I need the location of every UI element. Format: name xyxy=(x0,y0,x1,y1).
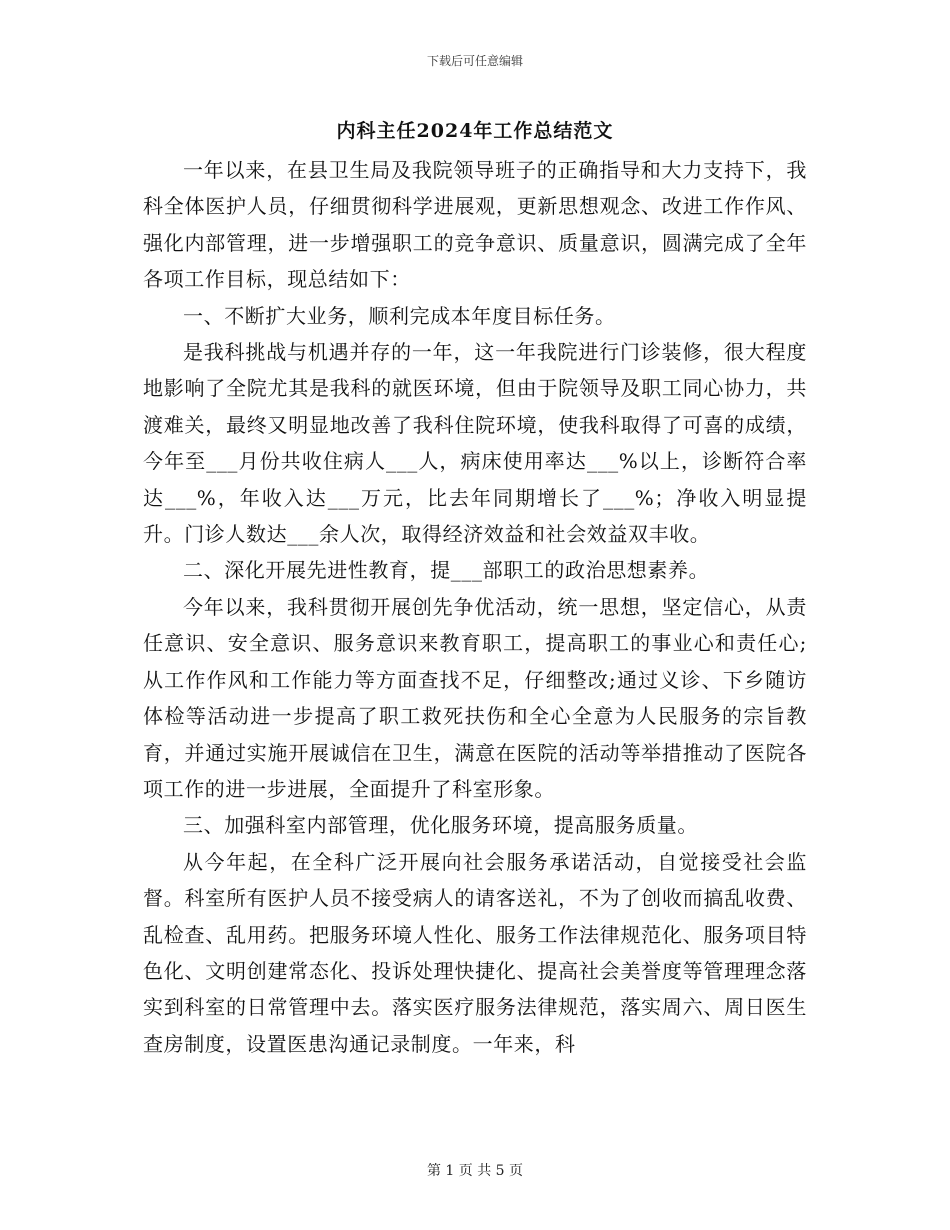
paragraph-section-2: 今年以来，我科贯彻开展创先争优活动，统一思想，坚定信心，从责任意识、安全意识、服务意识来教育职工，提高职工的事业心和责任心;从工作作风和工作能力等方面查找不足，仔细整改;通过义诊、下乡随访体检等活动进一步提高了职工救死扶伤和全心全意为人民服务的宗旨教育，并通过实施开展诚信在卫生，满意在医院的活动等举措推动了医院各项工作的进一步进展，全面提升了科室形象。 xyxy=(143,594,807,801)
section-heading-2: 二、深化开展先进性教育，提___部职工的政治思想素养。 xyxy=(183,558,710,583)
paragraph-section-1: 是我科挑战与机遇并存的一年，这一年我院进行门诊装修，很大程度地影响了全院尤其是我科的就医环境，但由于院领导及职工同心协力，共渡难关，最终又明显地改善了我科住院环境，使我科取得了可喜的成绩，今年至___月份共收住病人___人，病床使用率达___%以上，诊断符合率达___%，年收入达___万元，比去年同期增长了___%；净收入明显提升。门诊人数达___余人次，取得经济效益和社会效益双丰收。 xyxy=(143,340,807,547)
page-number: 第 1 页 共 5 页 xyxy=(426,1163,524,1179)
page-header-note: 下载后可任意编辑 xyxy=(426,54,523,68)
document-body xyxy=(143,152,807,1062)
paragraph-section-3: 从今年起，在全科广泛开展向社会服务承诺活动，自觉接受社会监督。科室所有医护人员不接受病人的请客送礼，不为了创收而搞乱收费、乱检查、乱用药。把服务环境人性化、服务工作法律规范化、服务项目特色化、文明创建常态化、投诉处理快捷化、提高社会美誉度等管理理念落实到科室的日常管理中去。落实医疗服务法律规范，落实周六、周日医生查房制度，设置医患沟通记录制度。一年来，科 xyxy=(143,849,807,1056)
paragraph-intro: 一年以来，在县卫生局及我院领导班子的正确指导和大力支持下，我科全体医护人员，仔细贯彻科学进展观，更新思想观念、改进工作作风、强化内部管理，进一步增强职工的竞争意识、质量意识，圆满完成了全年各项工作目标，现总结如下： xyxy=(143,158,807,292)
section-heading-1: 一、不断扩大业务，顺利完成本年度目标任务。 xyxy=(183,303,616,328)
document-title: 内科主任2024年工作总结范文 xyxy=(336,120,614,142)
section-heading-3: 三、加强科室内部管理，优化服务环境，提高服务质量。 xyxy=(183,813,698,838)
